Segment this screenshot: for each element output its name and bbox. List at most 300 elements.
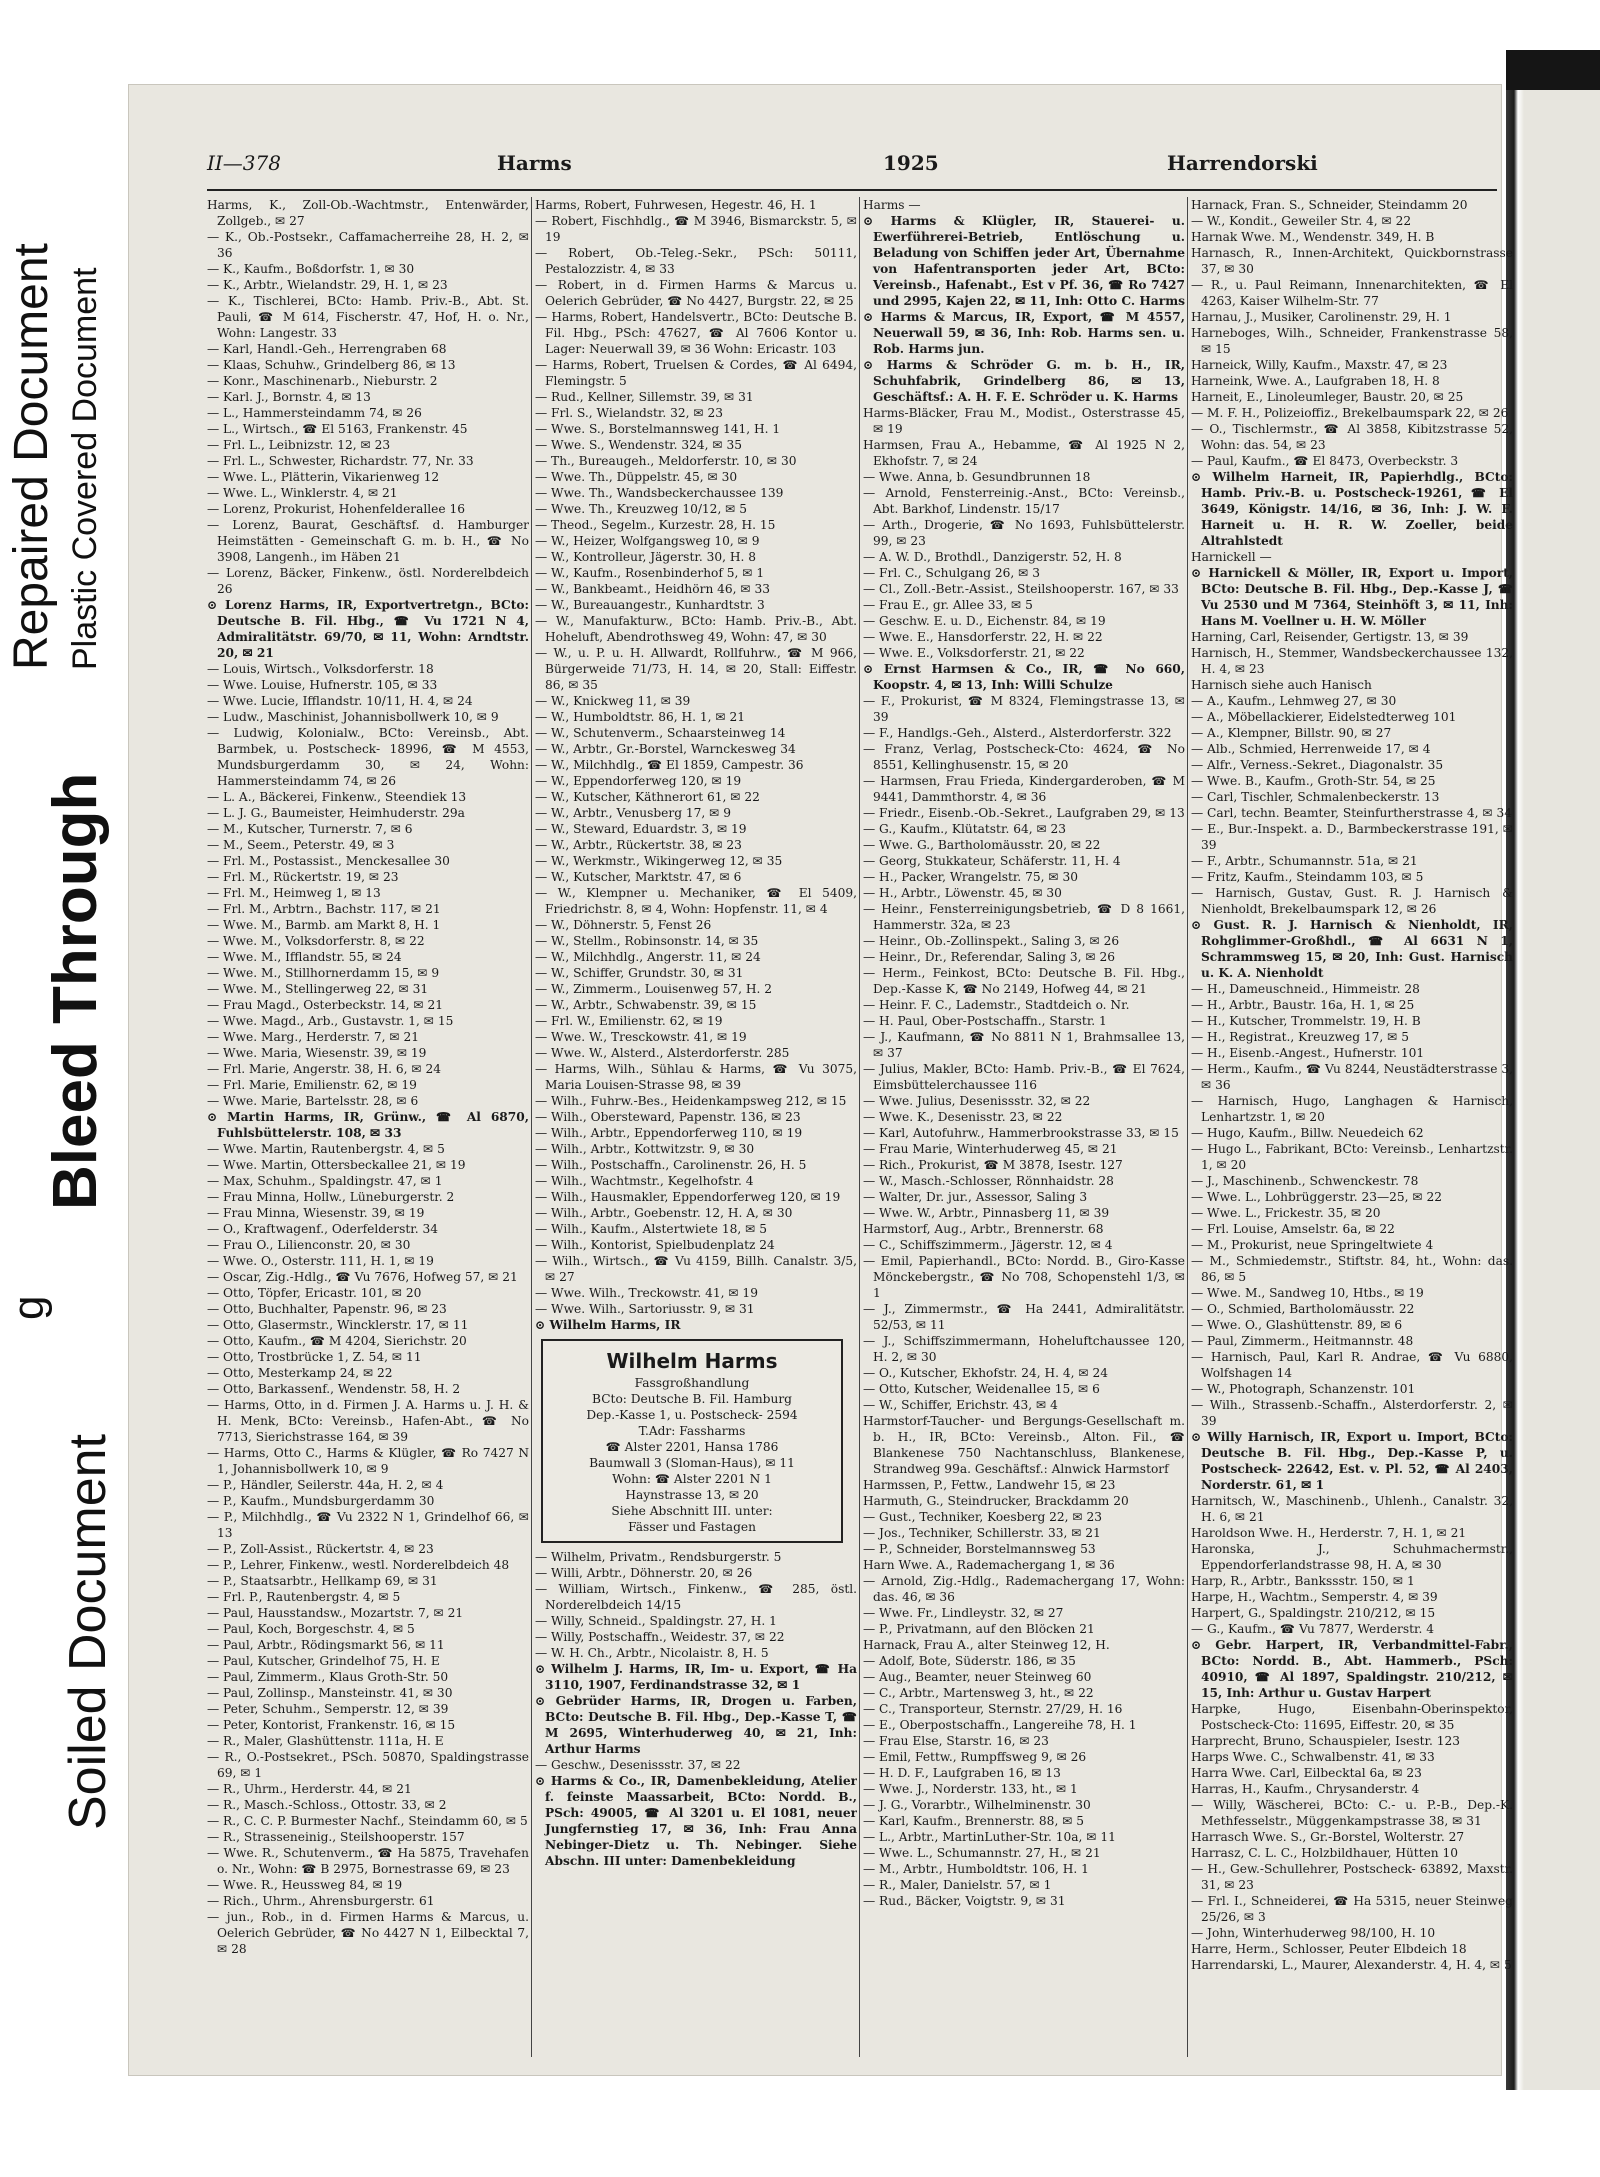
directory-entry: — L., Hammersteindamm 74, ✉ 26 (207, 406, 422, 420)
directory-entry: — Frl. P., Rautenbergstr. 4, ✉ 5 (207, 1590, 401, 1604)
directory-entry: — Frau E., gr. Allee 33, ✉ 5 (863, 598, 1033, 612)
directory-entry: — Wwe. W., Arbtr., Pinnasberg 11, ✉ 39 (863, 1206, 1110, 1220)
directory-entry: — Wwe. Marie, Bartelsstr. 28, ✉ 6 (207, 1094, 419, 1108)
directory-entry: — R., O.-Postsekret., PSch. 50870, Spaldingstrasse 69, ✉ 1 (207, 1750, 529, 1780)
directory-entry: Harnitsch, W., Maschinenb., Uhlenh., Canalstr. 32, H. 6, ✉ 21 (1191, 1494, 1513, 1524)
directory-entry: — W., Döhnerstr. 5, Fenst 26 (535, 918, 712, 932)
directory-page (128, 84, 1513, 2076)
directory-entry: — Konr., Maschinenarb., Nieburstr. 2 (207, 374, 438, 388)
directory-entry: — Wilh., Strassenb.-Schaffn., Alsterdorferstr. 2, ✉ 39 (1191, 1398, 1513, 1428)
label-soiled-document: Soiled Document (59, 1434, 117, 1830)
directory-entry: — P., Lehrer, Finkenw., westl. Norderelbdeich 48 (207, 1558, 510, 1572)
directory-entry: — Harms, Robert, Handelsvertr., BCto: Deutsche B. Fil. Hbg., PSch: 47627, ☎ Al 7606 Kontor u. Lager: Neuerwall 39, ✉ 36 Wohn: Ericastr. 103 (535, 310, 857, 356)
directory-entry: — Wwe. Julius, Desenissstr. 32, ✉ 22 (863, 1094, 1091, 1108)
directory-entry: Harmsen, Frau A., Hebamme, ☎ Al 1925 N 2, Ekhofstr. 7, ✉ 24 (863, 438, 1185, 468)
directory-entry: — P., Zoll-Assist., Rückertstr. 4, ✉ 23 (207, 1542, 434, 1556)
directory-entry: — W., Heizer, Wolfgangsweg 10, ✉ 9 (535, 534, 760, 548)
directory-entry: — Fritz, Kaufm., Steindamm 103, ✉ 5 (1191, 870, 1424, 884)
directory-entry: — Willy, Schneid., Spaldingstr. 27, H. 1 (535, 1614, 777, 1628)
directory-entry: — Heinr. F. C., Lademstr., Stadtdeich o. Nr. (863, 998, 1130, 1012)
directory-entry: — Wwe. Th., Wandsbeckerchaussee 139 (535, 486, 784, 500)
directory-entry: — Wwe. M., Stillhornerdamm 15, ✉ 9 (207, 966, 440, 980)
header-name: Harms (497, 151, 572, 175)
directory-entry: — H., Packer, Wrangelstr. 75, ✉ 30 (863, 870, 1078, 884)
directory-entry: — Wilh., Arbtr., Eppendorferweg 110, ✉ 19 (535, 1126, 803, 1140)
directory-entry: — H., Arbtr., Baustr. 16a, H. 1, ✉ 25 (1191, 998, 1415, 1012)
ad-title: Wilhelm Harms (606, 1349, 778, 1373)
directory-entry: Harrasch Wwe. S., Gr.-Borstel, Wolterstr. 27 (1191, 1830, 1465, 1844)
column-3 (863, 197, 1185, 2057)
directory-entry: — W., Milchhdlg., Angerstr. 11, ✉ 24 (535, 950, 761, 964)
directory-entry: ⊙ Wilhelm Harms, IR (535, 1318, 681, 1332)
column-divider (531, 197, 532, 2057)
directory-entry: ⊙ Gust. R. J. Harnisch & Nienholdt, IR, Rohglimmer-Großhdl., ☎ Al 6631 N 1, Schrammsweg 15, ✉ 20, Inh: Gust. Harnisch u. K. A. Nienholdt (1191, 918, 1513, 980)
directory-entry: — W., Werkmstr., Wikingerweg 12, ✉ 35 (535, 854, 783, 868)
directory-entry: — W., Arbtr., Schwabenstr. 39, ✉ 15 (535, 998, 757, 1012)
directory-entry: — Frl. Marie, Angerstr. 38, H. 6, ✉ 24 (207, 1062, 442, 1076)
directory-entry: — Frl. M., Arbtrn., Bachstr. 117, ✉ 21 (207, 902, 441, 916)
directory-entry: — Carl, Tischler, Schmalenbeckerstr. 13 (1191, 790, 1440, 804)
directory-entry: ⊙ Gebr. Harpert, IR, Verbandmittel-Fabr., BCto: Nordd. B., Abt. Hammerb., PSch: 40910, ☎ Al 1897, Spaldingstr. 210/212, ✉ 15, Inh: Arthur u. Gustav Harpert (1191, 1638, 1513, 1700)
directory-entry: — Peter, Schuhm., Semperstr. 12, ✉ 39 (207, 1702, 449, 1716)
directory-entry: — Georg, Stukkateur, Schäferstr. 11, H. 4 (863, 854, 1121, 868)
directory-entry: — H. Paul, Ober-Postschaffn., Starstr. 1 (863, 1014, 1107, 1028)
directory-entry: — Arnold, Fensterreinig.-Anst., BCto: Vereinsb., Abt. Barkhof, Lindenstr. 15/17 (863, 486, 1185, 516)
directory-entry: ⊙ Harms & Co., IR, Damenbekleidung, Atelier f. feinste Maassarbeit, BCto: Nordd. B., PSch: 49005, ☎ Al 3201 u. El 1081, neuer Jungfernstieg 17, ✉ 36, Inh: Frau Anna Nebinger-Dietz u. Th. Nebinger. Siehe Abschn. III unter: Damenbekleidung (535, 1774, 857, 1868)
directory-entry: — Hugo L., Fabrikant, BCto: Vereinsb., Lenhartzstr. 1, ✉ 20 (1191, 1142, 1513, 1172)
directory-entry: — Otto, Buchhalter, Papenstr. 96, ✉ 23 (207, 1302, 447, 1316)
directory-entry: — W., Zimmerm., Louisenweg 57, H. 2 (535, 982, 772, 996)
directory-entry: ⊙ Wilhelm J. Harms, IR, Im- u. Export, ☎ Ha 3110, 1907, Ferdinandstrasse 32, ✉ 1 (535, 1662, 857, 1692)
directory-entry: — Wwe. L., Schumannstr. 27, H., ✉ 21 (863, 1846, 1101, 1860)
directory-entry: — R., Uhrm., Herderstr. 44, ✉ 21 (207, 1782, 412, 1796)
directory-entry: — Wwe. G., Bartholomäusstr. 20, ✉ 22 (863, 838, 1101, 852)
directory-entry: — W., Bureauangestr., Kunhardtstr. 3 (535, 598, 765, 612)
directory-entry: — Wwe. Fr., Lindleystr. 32, ✉ 27 (863, 1606, 1064, 1620)
directory-entry: — Wwe. B., Kaufm., Groth-Str. 54, ✉ 25 (1191, 774, 1436, 788)
directory-entry: — W., Manufakturw., BCto: Hamb. Priv.-B., Abt. Hoheluft, Abendrothsweg 49, Wohn: 47, ✉ 30 (535, 614, 857, 644)
directory-entry: — Karl, Autofuhrw., Hammerbrookstrasse 33, ✉ 15 (863, 1126, 1179, 1140)
directory-entry: — W., Steward, Eduardstr. 3, ✉ 19 (535, 822, 747, 836)
directory-entry: ⊙ Harnickell & Möller, IR, Export u. Import, BCto: Deutsche B. Fil. Hbg., Dep.-Kasse J, ☎ Vu 2530 und M 7364, Steinhöft 3, ✉ 11, Inh: Hans M. Voellner u. H. W. Möller (1191, 566, 1513, 628)
directory-entry: — P., Privatmann, auf den Blöcken 21 (863, 1622, 1095, 1636)
directory-entry: — Wwe. Lucie, Ifflandstr. 10/11, H. 4, ✉ 24 (207, 694, 473, 708)
directory-entry: — Wwe. W., Alsterd., Alsterdorferstr. 285 (535, 1046, 790, 1060)
directory-entry: ⊙ Willy Harnisch, IR, Export u. Import, BCto: Deutsche B. Fil. Hbg., Dep.-Kasse P, u. Postscheck- 22642, Est. v. Pl. 52, ☎ Al 2403, Norderstr. 61, ✉ 1 (1191, 1430, 1513, 1492)
directory-entry: — W., u. P. u. H. Allwardt, Rollfuhrw., ☎ M 966, Bürgerweide 71/73, H. 14, ✉ 20, Stall: Eiffestr. 86, ✉ 35 (535, 646, 857, 692)
label-plastic-covered-document: Plastic Covered Document (66, 267, 104, 670)
directory-entry: — Herm., Feinkost, BCto: Deutsche B. Fil. Hbg., Dep.-Kasse K, ☎ No 2149, Hofweg 44, ✉ 21 (863, 966, 1185, 996)
directory-entry: — Friedr., Eisenb.-Ob.-Sekret., Laufgraben 29, ✉ 13 (863, 806, 1185, 820)
directory-entry: — M., Kutscher, Turnerstr. 7, ✉ 6 (207, 822, 413, 836)
directory-entry: — Heinr., Fensterreinigungsbetrieb, ☎ D 8 1661, Hammerstr. 32a, ✉ 23 (863, 902, 1185, 932)
directory-entry: — Wwe. S., Borstelmannsweg 141, H. 1 (535, 422, 781, 436)
directory-entry: — Wwe. L., Plätterin, Vikarienweg 12 (207, 470, 440, 484)
directory-entry: — Wwe. Wilh., Sartoriusstr. 9, ✉ 31 (535, 1302, 755, 1316)
column-1 (207, 197, 529, 2057)
directory-entry: — L., Arbtr., MartinLuther-Str. 10a, ✉ 11 (863, 1830, 1116, 1844)
directory-entry: — W., Bankbeamt., Heidhörn 46, ✉ 33 (535, 582, 771, 596)
directory-entry: — R., Maler, Danielstr. 57, ✉ 1 (863, 1878, 1052, 1892)
directory-entry: — Harms, Wilh., Sühlau & Harms, ☎ Vu 3075, Maria Louisen-Strasse 98, ✉ 39 (535, 1062, 857, 1092)
directory-entry: — K., Ob.-Postsekr., Caffamacherreihe 28, H. 2, ✉ 36 (207, 230, 529, 260)
directory-entry: — L. A., Bäckerei, Finkenw., Steendiek 13 (207, 790, 467, 804)
directory-entry: — W., Arbtr., Venusberg 17, ✉ 9 (535, 806, 731, 820)
directory-entry: Harprecht, Bruno, Schauspieler, Isestr. 123 (1191, 1734, 1461, 1748)
directory-entry: Harneink, Wwe. A., Laufgraben 18, H. 8 (1191, 374, 1440, 388)
directory-entry: Harnickell — (1191, 550, 1272, 564)
directory-entry: — Otto, Glasermstr., Wincklerstr. 17, ✉ 11 (207, 1318, 469, 1332)
directory-entry: — J. G., Vorarbtr., Wilhelminenstr. 30 (863, 1798, 1091, 1812)
directory-entry: — Julius, Makler, BCto: Hamb. Priv.-B., ☎ El 7624, Eimsbüttelerchaussee 116 (863, 1062, 1185, 1092)
directory-entry: — Max, Schuhm., Spaldingstr. 47, ✉ 1 (207, 1174, 443, 1188)
directory-entry: — Frl. W., Emilienstr. 62, ✉ 19 (535, 1014, 723, 1028)
directory-entry: — W., Eppendorferweg 120, ✉ 19 (535, 774, 742, 788)
directory-entry: — Wilh., Hausmakler, Eppendorferweg 120, ✉ 19 (535, 1190, 841, 1204)
directory-entry: Harnau, J., Musiker, Carolinenstr. 29, H. 1 (1191, 310, 1452, 324)
directory-entry: — Frl. C., Schulgang 26, ✉ 3 (863, 566, 1040, 580)
directory-entry: — Paul, Kaufm., ☎ El 8473, Overbeckstr. 3 (1191, 454, 1459, 468)
column-divider (1187, 197, 1188, 2057)
directory-entry: — W., Stellm., Robinsonstr. 14, ✉ 35 (535, 934, 759, 948)
label-bleed-through: Bleed Through (41, 772, 110, 1210)
ad-line: Baumwall 3 (Sloman-Haus), ✉ 11 (589, 1456, 795, 1470)
directory-entry: — O., Kraftwagenf., Oderfelderstr. 34 (207, 1222, 439, 1236)
directory-entry: ⊙ Wilhelm Harneit, IR, Papierhdlg., BCto: Hamb. Priv.-B. u. Postscheck-19261, ☎ El 3649, Königstr. 14/16, ✉ 36, Inh: J. W. F. Harneit u. H. R. W. Zoeller, beide Altrahlstedt (1191, 470, 1513, 548)
directory-entry: — Frl. Louise, Amselstr. 6a, ✉ 22 (1191, 1222, 1395, 1236)
directory-entry: Harra Wwe. Carl, Eilbecktal 6a, ✉ 23 (1191, 1766, 1422, 1780)
directory-entry: — Rich., Uhrm., Ahrensburgerstr. 61 (207, 1894, 435, 1908)
directory-entry: — Frl. M., Postassist., Menckesallee 30 (207, 854, 450, 868)
directory-entry: — Otto, Mesterkamp 24, ✉ 22 (207, 1366, 393, 1380)
directory-entry: — R., Maler, Glashüttenstr. 111a, H. E (207, 1734, 444, 1748)
directory-entry: — Paul, Zimmerm., Heitmannstr. 48 (1191, 1334, 1414, 1348)
directory-entry: Harre, Herm., Schlosser, Peuter Elbdeich 18 (1191, 1942, 1467, 1956)
directory-entry: — Hugo, Kaufm., Billw. Neuedeich 62 (1191, 1126, 1424, 1140)
directory-entry: — Paul, Kutscher, Grindelhof 75, H. E (207, 1654, 440, 1668)
directory-entry: — Rud., Bäcker, Voigtstr. 9, ✉ 31 (863, 1894, 1066, 1908)
directory-entry: — Wwe. K., Desenisstr. 23, ✉ 22 (863, 1110, 1063, 1124)
directory-entry: Harras, H., Kaufm., Chrysanderstr. 4 (1191, 1782, 1420, 1796)
advertisement-box (541, 1339, 843, 1543)
directory-entry: — Herm., Kaufm., ☎ Vu 8244, Neustädterstrasse 3, ✉ 36 (1191, 1062, 1513, 1092)
directory-entry: — H., Arbtr., Löwenstr. 45, ✉ 30 (863, 886, 1062, 900)
directory-entry: — Wwe. Marg., Herderstr. 7, ✉ 21 (207, 1030, 419, 1044)
directory-entry: — Paul, Hausstandsw., Mozartstr. 7, ✉ 21 (207, 1606, 464, 1620)
directory-entry: — Frl. M., Heimweg 1, ✉ 13 (207, 886, 381, 900)
directory-entry: — Arth., Drogerie, ☎ No 1693, Fuhlsbüttelerstr. 99, ✉ 23 (863, 518, 1185, 548)
directory-entry: — M. F. H., Polizeioffiz., Brekelbaumspark 22, ✉ 26 (1191, 406, 1509, 420)
ad-line: T.Adr: Fassharms (638, 1424, 746, 1438)
directory-entry: — Wwe. W., Tresckowstr. 41, ✉ 19 (535, 1030, 747, 1044)
directory-entry: — M., Arbtr., Humboldtstr. 106, H. 1 (863, 1862, 1089, 1876)
directory-entry: — Wilh., Kontorist, Spielbudenplatz 24 (535, 1238, 775, 1252)
directory-entry: Harn Wwe. A., Rademachergang 1, ✉ 36 (863, 1558, 1115, 1572)
directory-entry: — W., Schiffer, Erichstr. 43, ✉ 4 (863, 1398, 1058, 1412)
directory-entry: Harmstorf, Aug., Arbtr., Brennerstr. 68 (863, 1222, 1104, 1236)
directory-entry: — Rud., Kellner, Sillemstr. 39, ✉ 31 (535, 390, 754, 404)
directory-entry: — W., Arbtr., Rückertstr. 38, ✉ 23 (535, 838, 742, 852)
directory-entry: — Wilh., Arbtr., Kottwitzstr. 9, ✉ 30 (535, 1142, 755, 1156)
directory-entry: Haronska, J., Schuhmachermstr., Eppendorferlandstrasse 98, H. A, ✉ 30 (1191, 1542, 1513, 1572)
directory-entry: — Karl, Handl.-Geh., Herrengraben 68 (207, 342, 447, 356)
directory-entry: — Wwe. Magd., Arb., Gustavstr. 1, ✉ 15 (207, 1014, 454, 1028)
directory-entry: — Frl. S., Wielandstr. 32, ✉ 23 (535, 406, 723, 420)
directory-entry: Harms, Robert, Fuhrwesen, Hegestr. 46, H. 1 (535, 198, 817, 212)
directory-entry: ⊙ Harms & Schröder G. m. b. H., IR, Schuhfabrik, Grindelberg 86, ✉ 13, Geschäftsf.: A. H. F. E. Schröder u. K. Harms (863, 358, 1185, 404)
directory-entry: — Peter, Kontorist, Frankenstr. 16, ✉ 15 (207, 1718, 456, 1732)
directory-entry: — Robert, in d. Firmen Harms & Marcus u. Oelerich Gebrüder, ☎ No 4427, Burgstr. 22, ✉ 25 (535, 278, 857, 308)
directory-entry: Harmuth, G., Steindrucker, Brackdamm 20 (863, 1494, 1129, 1508)
directory-entry: — J., Maschinenb., Schwenckestr. 78 (1191, 1174, 1419, 1188)
directory-entry: — W., Schutenverm., Schaarsteinweg 14 (535, 726, 786, 740)
directory-entry: — Wwe. E., Hansdorferstr. 22, H. ✉ 22 (863, 630, 1103, 644)
directory-entry: — Lorenz, Prokurist, Hohenfelderallee 16 (207, 502, 465, 516)
directory-entry: Harnisch, H., Stemmer, Wandsbeckerchaussee 132, H. 4, ✉ 23 (1191, 646, 1513, 676)
directory-entry: — O., Kutscher, Ekhofstr. 24, H. 4, ✉ 24 (863, 1366, 1109, 1380)
directory-entry: ⊙ Harms & Klügler, IR, Stauerei- u. Ewerführerei-Betrieb, Entlöschung u. Beladung von Schiffen jeder Art, Übernahme von Hafentransporten jeder Art, BCto: Vereinsb., Hafenabt., Est v Pf. 36, ☎ Ro 7427 und 2995, Kajen 22, ✉ 11, Inh: Otto C. Harms (863, 214, 1185, 308)
directory-entry: — Harnisch, Gustav, Gust. R. J. Harnisch & Nienholdt, Brekelbaumspark 12, ✉ 26 (1191, 886, 1513, 916)
directory-entry: — A. W. D., Brothdl., Danzigerstr. 52, H. 8 (863, 550, 1122, 564)
directory-entry: — K., Kaufm., Boßdorfstr. 1, ✉ 30 (207, 262, 415, 276)
directory-columns (207, 197, 1513, 2057)
directory-entry: — W., Kontrolleur, Jägerstr. 30, H. 8 (535, 550, 756, 564)
directory-entry: — Otto, Barkassenf., Wendenstr. 58, H. 2 (207, 1382, 461, 1396)
header-last-entry: Harrendorski (1167, 151, 1318, 175)
directory-entry: — Frau Minna, Wiesenstr. 39, ✉ 19 (207, 1206, 425, 1220)
ad-line: Siehe Abschnitt III. unter: (611, 1504, 773, 1518)
directory-entry: Harneboges, Wilh., Schneider, Frankenstrasse 58, ✉ 15 (1191, 326, 1513, 356)
directory-entry: — Wilh., Fuhrw.-Bes., Heidenkampsweg 212, ✉ 15 (535, 1094, 847, 1108)
directory-entry: — Harnisch, Hugo, Langhagen & Harnisch, Lenhartzstr. 1, ✉ 20 (1191, 1094, 1513, 1124)
directory-entry: Harmstorf-Taucher- und Bergungs-Gesellschaft m. b. H., IR, BCto: Vereinsb., Alton. Fil., ☎ Blankenese 750 Nachtanschluss, Blankenese, Strandweg 99a. Geschäftsf.: Alnwick Harmstorf (863, 1414, 1185, 1476)
directory-entry: — R., Masch.-Schloss., Ottostr. 33, ✉ 2 (207, 1798, 447, 1812)
directory-entry: — E., Oberpostschaffn., Langereihe 78, H. 1 (863, 1718, 1137, 1732)
directory-entry: Harnack, Frau A., alter Steinweg 12, H. (863, 1638, 1110, 1652)
directory-entry: — Wilh., Arbtr., Goebenstr. 12, H. A, ✉ 30 (535, 1206, 793, 1220)
directory-entry: Harning, Carl, Reisender, Gertigstr. 13, ✉ 39 (1191, 630, 1469, 644)
directory-entry: — Karl, Kaufm., Brennerstr. 88, ✉ 5 (863, 1814, 1085, 1828)
directory-entry: — W., Kondit., Geweiler Str. 4, ✉ 22 (1191, 214, 1412, 228)
label-partial: g (4, 1295, 53, 1320)
directory-entry: — A., Klempner, Billstr. 90, ✉ 27 (1191, 726, 1392, 740)
directory-entry: — Willy, Postschaffn., Weidestr. 37, ✉ 22 (535, 1630, 785, 1644)
directory-entry: Harpe, H., Wachtm., Semperstr. 4, ✉ 39 (1191, 1590, 1438, 1604)
directory-entry: — Frl. I., Schneiderei, ☎ Ha 5315, neuer Steinweg 25/26, ✉ 3 (1191, 1894, 1513, 1924)
directory-entry: Harp, R., Arbtr., Bankssstr. 150, ✉ 1 (1191, 1574, 1415, 1588)
directory-entry: — W., Knickweg 11, ✉ 39 (535, 694, 691, 708)
directory-entry: — Wwe. S., Wendenstr. 324, ✉ 35 (535, 438, 742, 452)
directory-entry: — W., Kutscher, Käthnerort 61, ✉ 22 (535, 790, 760, 804)
directory-entry: — Paul, Koch, Borgeschstr. 4, ✉ 5 (207, 1622, 415, 1636)
directory-entry: — H., Eisenb.-Angest., Hufnerstr. 101 (1191, 1046, 1425, 1060)
directory-entry: — Wwe. L., Winklerstr. 4, ✉ 21 (207, 486, 398, 500)
label-repaired-document: Repaired Document (5, 243, 58, 670)
directory-entry: — Paul, Zollinsp., Mansteinstr. 41, ✉ 30 (207, 1686, 453, 1700)
directory-entry: — Wwe. M., Volksdorferstr. 8, ✉ 22 (207, 934, 425, 948)
directory-entry: Harrasz, C. L. C., Holzbildhauer, Hütten 10 (1191, 1846, 1459, 1860)
directory-entry: — Karl. J., Bornstr. 4, ✉ 13 (207, 390, 371, 404)
directory-entry: — Wwe. Th., Düppelstr. 45, ✉ 30 (535, 470, 738, 484)
directory-entry: — M., Schmiedemstr., Stiftstr. 84, ht., Wohn: das. 86, ✉ 5 (1191, 1254, 1513, 1284)
ad-line: Dep.-Kasse 1, u. Postscheck- 2594 (586, 1408, 798, 1422)
directory-entry: — Wilh., Wirtsch., ☎ Vu 4159, Billh. Canalstr. 3/5, ✉ 27 (535, 1254, 857, 1284)
adjacent-page-edge (1506, 50, 1600, 2090)
directory-entry: — Wilh., Postschaffn., Carolinenstr. 26, H. 5 (535, 1158, 807, 1172)
directory-entry: — H., Registrat., Kreuzweg 17, ✉ 5 (1191, 1030, 1409, 1044)
directory-entry: — Wilh., Obersteward, Papenstr. 136, ✉ 23 (535, 1110, 801, 1124)
directory-entry: — Wwe. L., Frickestr. 35, ✉ 20 (1191, 1206, 1381, 1220)
directory-entry: — W. H. Ch., Arbtr., Nicolaistr. 8, H. 5 (535, 1646, 769, 1660)
directory-entry: — P., Händler, Seilerstr. 44a, H. 2, ✉ 4 (207, 1478, 444, 1492)
directory-entry: — W., Schiffer, Grundstr. 30, ✉ 31 (535, 966, 744, 980)
directory-entry: — Wwe. Maria, Wiesenstr. 39, ✉ 19 (207, 1046, 427, 1060)
directory-entry: — R., u. Paul Reimann, Innenarchitekten, ☎ El 4263, Kaiser Wilhelm-Str. 77 (1191, 278, 1513, 308)
directory-entry: — Wwe. M., Ifflandstr. 55, ✉ 24 (207, 950, 402, 964)
ad-line: Fassgroßhandlung (634, 1376, 750, 1390)
directory-entry: — W., Klempner u. Mechaniker, ☎ El 5409, Friedrichstr. 8, ✉ 4, Wohn: Hopfenstr. 11, ✉ 4 (535, 886, 857, 916)
directory-entry: Harnasch, R., Innen-Architekt, Quickbornstrasse 37, ✉ 30 (1191, 246, 1513, 276)
directory-entry: — Wwe. L., Lohbrüggerstr. 23—25, ✉ 22 (1191, 1190, 1443, 1204)
directory-entry: — A., Kaufm., Lehmweg 27, ✉ 30 (1191, 694, 1397, 708)
directory-entry: — Otto, Töpfer, Ericastr. 101, ✉ 20 (207, 1286, 422, 1300)
directory-entry: — Wwe. O., Osterstr. 111, H. 1, ✉ 19 (207, 1254, 434, 1268)
directory-entry: — Otto, Trostbrücke 1, Z. 54, ✉ 11 (207, 1350, 422, 1364)
page-number: II—378 (207, 151, 281, 175)
directory-entry: — William, Wirtsch., Finkenw., ☎ 285, östl. Norderelbdeich 14/15 (535, 1582, 857, 1612)
directory-entry: — Paul, Zimmerm., Klaus Groth-Str. 50 (207, 1670, 449, 1684)
column-4 (1191, 197, 1513, 2057)
directory-entry: — W., Kaufm., Rosenbinderhof 5, ✉ 1 (535, 566, 765, 580)
directory-entry: — Harms, Otto C., Harms & Klügler, ☎ Ro 7427 N 1, Johannisbollwerk 10, ✉ 9 (207, 1446, 529, 1476)
directory-entry: — Paul, Arbtr., Rödingsmarkt 56, ✉ 11 (207, 1638, 445, 1652)
directory-entry: ⊙ Harms & Marcus, IR, Export, ☎ M 4557, Neuerwall 59, ✉ 36, Inh: Rob. Harms sen. u. Rob. Harms jun. (863, 310, 1185, 356)
directory-entry: — C., Schiffszimmerm., Jägerstr. 12, ✉ 4 (863, 1238, 1113, 1252)
directory-entry: — J., Zimmermstr., ☎ Ha 2441, Admiralitätstr. 52/53, ✉ 11 (863, 1302, 1185, 1332)
directory-entry: — O., Tischlermstr., ☎ Al 3858, Kibitzstrasse 52, Wohn: das. 54, ✉ 23 (1191, 422, 1513, 452)
directory-entry: — Walter, Dr. jur., Assessor, Saling 3 (863, 1190, 1088, 1204)
directory-entry: Harpke, Hugo, Eisenbahn-Oberinspektor, Postscheck-Cto: 11695, Eiffestr. 20, ✉ 35 (1191, 1702, 1513, 1732)
directory-entry: — Geschw. E. u. D., Eichenstr. 84, ✉ 19 (863, 614, 1106, 628)
directory-entry: — Alfr., Verness.-Sekret., Diagonalstr. 35 (1191, 758, 1444, 772)
directory-entry: — L. J. G., Baumeister, Heimhuderstr. 29a (207, 806, 465, 820)
directory-entry: Harms-Bläcker, Frau M., Modist., Osterstrasse 45, ✉ 19 (863, 406, 1185, 436)
directory-entry: — Emil, Fettw., Rumpffsweg 9, ✉ 26 (863, 1750, 1087, 1764)
directory-entry: — W., Milchhdlg., ☎ El 1859, Campestr. 36 (535, 758, 804, 772)
directory-entry: — Alb., Schmied, Herrenweide 17, ✉ 4 (1191, 742, 1431, 756)
directory-entry: — Willy, Wäscherei, BCto: C.- u. P.-B., Dep.-K. Methfesselstr., Müggenkampstrasse 38, ✉ 31 (1191, 1798, 1513, 1828)
directory-entry: — Otto, Kaufm., ☎ M 4204, Sierichstr. 20 (207, 1334, 467, 1348)
directory-entry: — O., Schmied, Bartholomäusstr. 22 (1191, 1302, 1415, 1316)
directory-entry: — Frau Marie, Winterhuderweg 45, ✉ 21 (863, 1142, 1118, 1156)
directory-entry: — Theod., Segelm., Kurzestr. 28, H. 15 (535, 518, 776, 532)
directory-entry: — Harms, Robert, Truelsen & Cordes, ☎ Al 6494, Flemingstr. 5 (535, 358, 857, 388)
directory-entry: — Harms, Otto, in d. Firmen J. A. Harms u. J. H. & H. Menk, BCto: Vereinsb., Hafen-Abt., ☎ No 7713, Sierichstrasse 164, ✉ 39 (207, 1398, 529, 1444)
directory-entry: ⊙ Gebrüder Harms, IR, Drogen u. Farben, BCto: Deutsche B. Fil. Hbg., Dep.-Kasse T, ☎ M 2695, Winterhuderweg 40, ✉ 21, Inh: Arthur Harms (535, 1694, 857, 1756)
header-rule (207, 189, 1497, 191)
directory-entry: — W., Humboldtstr. 86, H. 1, ✉ 21 (535, 710, 745, 724)
directory-entry: — G., Kaufm., Klütatstr. 64, ✉ 23 (863, 822, 1067, 836)
directory-entry: ⊙ Ernst Harmsen & Co., IR, ☎ No 660, Koopstr. 4, ✉ 13, Inh: Willi Schulze (863, 662, 1185, 692)
directory-entry: — J., Kaufmann, ☎ No 8811 N 1, Brahmsallee 13, ✉ 37 (863, 1030, 1185, 1060)
directory-entry: — Wwe. E., Volksdorferstr. 21, ✉ 22 (863, 646, 1085, 660)
directory-entry: — P., Kaufm., Mundsburgerdamm 30 (207, 1494, 435, 1508)
directory-entry: — W., Kutscher, Marktstr. 47, ✉ 6 (535, 870, 742, 884)
directory-entry: — H., Kutscher, Trommelstr. 19, H. B (1191, 1014, 1421, 1028)
directory-entry: — Adolf, Bote, Süderstr. 186, ✉ 35 (863, 1654, 1076, 1668)
directory-entry: — R., Strasseneinig., Steilshooperstr. 157 (207, 1830, 465, 1844)
directory-entry: — Wwe. M., Stellingerweg 22, ✉ 31 (207, 982, 429, 996)
directory-entry: — H., Dameuschneid., Himmeistr. 28 (1191, 982, 1420, 996)
directory-entry: — W., Masch.-Schlosser, Rönnhaidstr. 28 (863, 1174, 1114, 1188)
directory-entry: — Klaas, Schuhw., Grindelberg 86, ✉ 13 (207, 358, 456, 372)
column-divider (859, 197, 860, 2057)
directory-entry: — Wwe. M., Sandweg 10, Htbs., ✉ 19 (1191, 1286, 1424, 1300)
directory-entry: — Wwe. Martin, Ottersbeckallee 21, ✉ 19 (207, 1158, 466, 1172)
ad-line: Haynstrasse 13, ✉ 20 (625, 1488, 759, 1502)
ad-lines (551, 1375, 833, 1535)
directory-entry: — Carl, techn. Beamter, Steinfurtherstrasse 4, ✉ 34 (1191, 806, 1512, 820)
directory-entry: — L., Wirtsch., ☎ El 5163, Frankenstr. 45 (207, 422, 468, 436)
directory-entry: — Frau Magd., Osterbeckstr. 14, ✉ 21 (207, 998, 443, 1012)
directory-entry: — Harnisch, Paul, Karl R. Andrae, ☎ Vu 6880, Wolfshagen 14 (1191, 1350, 1513, 1380)
directory-entry: — Ludw., Maschinist, Johannisbollwerk 10, ✉ 9 (207, 710, 499, 724)
directory-entry: — Frl. M., Rückertstr. 19, ✉ 23 (207, 870, 399, 884)
ad-line: Wohn: ☎ Alster 2201 N 1 (612, 1472, 772, 1486)
column-2 (535, 197, 857, 2057)
directory-entry: — Louis, Wirtsch., Volksdorferstr. 18 (207, 662, 434, 676)
directory-entry: — Lorenz, Baurat, Geschäftsf. d. Hamburger Heimstätten - Gemeinschaft G. m. b. H., ☎ No 3908, Langenh., im Häben 21 (207, 518, 529, 564)
directory-entry: — Wwe. O., Glashüttenstr. 89, ✉ 6 (1191, 1318, 1403, 1332)
directory-entry: — Wwe. Wilh., Treckowstr. 41, ✉ 19 (535, 1286, 758, 1300)
directory-entry: Harmssen, P., Fettw., Landwehr 15, ✉ 23 (863, 1478, 1116, 1492)
directory-entry: — M., Prokurist, neue Springeltwiete 4 (1191, 1238, 1434, 1252)
directory-entry: — H. D. F., Laufgraben 16, ✉ 13 (863, 1766, 1061, 1780)
directory-entry: — Arnold, Zig.-Hdlg., Rademachergang 17, Wohn: das. 46, ✉ 36 (863, 1574, 1185, 1604)
directory-entry: — Wilh., Kaufm., Alstertwiete 18, ✉ 5 (535, 1222, 767, 1236)
directory-entry: — Wilhelm, Privatm., Rendsburgerstr. 5 (535, 1550, 782, 1564)
directory-entry: — Wwe. R., Schutenverm., ☎ Ha 5875, Travehafen o. Nr., Wohn: ☎ B 2975, Bornestrasse 69, ✉ 23 (207, 1846, 529, 1876)
directory-entry: ⊙ Lorenz Harms, IR, Exportvertretgn., BCto: Deutsche B. Fil. Hbg., ☎ Vu 1721 N 4, Admiralitätstr. 69/70, ✉ 11, Wohn: Arndtstr. 20, ✉ 21 (207, 598, 529, 660)
directory-entry: — John, Winterhuderweg 98/100, H. 10 (1191, 1926, 1436, 1940)
directory-entry: Harrendarski, L., Maurer, Alexanderstr. 4, H. 4, ✉ 5 (1191, 1958, 1512, 1972)
directory-entry: — Frau O., Lilienconstr. 20, ✉ 30 (207, 1238, 411, 1252)
directory-entry: — Wwe. Anna, b. Gesundbrunnen 18 (863, 470, 1091, 484)
column-2-entries (535, 197, 857, 1333)
directory-entry: — Robert, Fischhdlg., ☎ M 3946, Bismarckstr. 5, ✉ 19 (535, 214, 857, 244)
directory-entry: — Willi, Arbtr., Döhnerstr. 20, ✉ 26 (535, 1566, 753, 1580)
directory-entry: — A., Möbellackierer, Eidelstedterweg 101 (1191, 710, 1457, 724)
directory-entry: — Wwe. Louise, Hufnerstr. 105, ✉ 33 (207, 678, 438, 692)
directory-entry: — Rich., Prokurist, ☎ M 3878, Isestr. 127 (863, 1158, 1123, 1172)
directory-entry: Harps Wwe. C., Schwalbenstr. 41, ✉ 33 (1191, 1750, 1435, 1764)
directory-entry: — Aug., Beamter, neuer Steinweg 60 (863, 1670, 1092, 1684)
directory-entry: — F., Prokurist, ☎ M 8324, Flemingstrasse 13, ✉ 39 (863, 694, 1185, 724)
directory-entry: — E., Bur.-Inspekt. a. D., Barmbeckerstrasse 191, ✉ 39 (1191, 822, 1513, 852)
ad-line: ☎ Alster 2201, Hansa 1786 (605, 1440, 779, 1454)
directory-entry: Harms — (863, 198, 921, 212)
directory-entry: — H., Gew.-Schullehrer, Postscheck- 63892, Maxstr. 31, ✉ 23 (1191, 1862, 1513, 1892)
directory-entry: — M., Seem., Peterstr. 49, ✉ 3 (207, 838, 395, 852)
directory-entry: — Wwe. M., Barmb. am Markt 8, H. 1 (207, 918, 441, 932)
directory-entry: Harneit, E., Linoleumleger, Baustr. 20, ✉ 25 (1191, 390, 1464, 404)
directory-entry: Harnisch siehe auch Hanisch (1191, 678, 1372, 692)
ad-line: Fässer und Fastagen (628, 1520, 756, 1534)
directory-entry: — Gust., Techniker, Koesberg 22, ✉ 23 (863, 1510, 1103, 1524)
directory-entry: — Harmsen, Frau Frieda, Kindergarderoben, ☎ M 9441, Dammthorstr. 4, ✉ 36 (863, 774, 1185, 804)
directory-entry: Harnak Wwe. M., Wendenstr. 349, H. B (1191, 230, 1435, 244)
directory-entry: — Wwe. Th., Kreuzweg 10/12, ✉ 5 (535, 502, 748, 516)
